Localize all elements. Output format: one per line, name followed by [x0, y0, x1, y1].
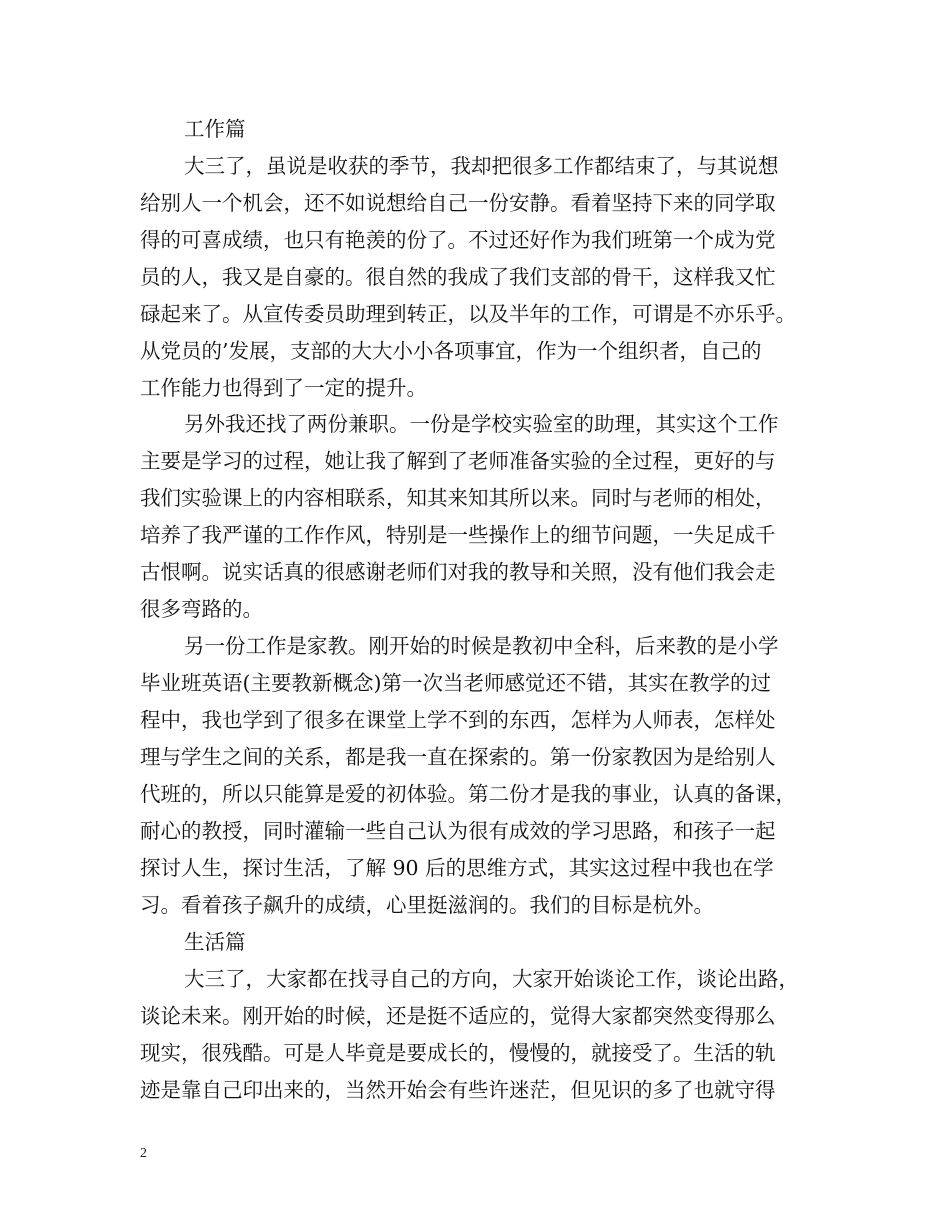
paragraph-line: 员的人，我又是自豪的。很自然的我成了我们支部的骨干，这样我又忙: [140, 265, 776, 289]
paragraph-line: 现实，很残酷。可是人毕竟是要成长的，慢慢的，就接受了。生活的轨: [140, 1041, 776, 1065]
paragraph-line: 给别人一个机会，还不如说想给自己一份安静。看着坚持下来的同学取: [140, 191, 776, 215]
paragraph-line: 代班的，所以只能算是爱的初体验。第二份才是我的事业，认真的备课，: [140, 782, 796, 806]
paragraph-line: 耐心的教授，同时灌输一些自己认为很有成效的学习思路，和孩子一起: [140, 819, 776, 843]
paragraph-line: 碌起来了。从宣传委员助理到转正，以及半年的工作，可谓是不亦乐乎。: [140, 302, 796, 326]
paragraph-line: 我们实验课上的内容相联系，知其来知其所以来。同时与老师的相处，: [140, 486, 776, 510]
paragraph-line: 迹是靠自己印出来的，当然开始会有些许迷茫，但见识的多了也就守得: [140, 1078, 776, 1102]
paragraph-line: 理与学生之间的关系，都是我一直在探索的。第一份家教因为是给别人: [140, 745, 776, 769]
paragraph-line: 主要是学习的过程，她让我了解到了老师准备实验的全过程，更好的与: [140, 449, 776, 473]
section-heading-life: 生活篇: [184, 930, 246, 954]
paragraph-line: 习。看着孩子飙升的成绩，心里挺滋润的。我们的目标是杭外。: [140, 893, 714, 917]
paragraph-line: 大三了，大家都在找寻自己的方向，大家开始谈论工作，谈论出路，: [184, 967, 799, 991]
paragraph-line: 另外我还找了两份兼职。一份是学校实验室的助理，其实这个工作: [184, 412, 779, 436]
paragraph-line: 另一份工作是家教。刚开始的时候是教初中全科，后来教的是小学: [184, 634, 779, 658]
paragraph-line: 大三了，虽说是收获的季节，我却把很多工作都结束了，与其说想: [184, 154, 779, 178]
paragraph-line: 探讨人生，探讨生活，了解 90 后的思维方式，其实这过程中我也在学: [140, 856, 774, 880]
paragraph-line: 古恨啊。说实话真的很感谢老师们对我的教导和关照，没有他们我会走: [140, 560, 776, 584]
section-heading-work: 工作篇: [184, 117, 246, 141]
paragraph-line: 得的可喜成绩，也只有艳羡的份了。不过还好作为我们班第一个成为党: [140, 228, 776, 252]
paragraph-line: 工作能力也得到了一定的提升。: [140, 376, 427, 400]
paragraph-line: 谈论未来。刚开始的时候，还是挺不适应的，觉得大家都突然变得那么: [140, 1004, 776, 1028]
page-number: 2: [140, 1146, 147, 1161]
paragraph-line: 从党员的’发展，支部的大大小小各项事宜，作为一个组织者，自己的: [140, 339, 762, 363]
paragraph-line: 很多弯路的。: [140, 597, 263, 621]
paragraph-line: 程中，我也学到了很多在课堂上学不到的东西，怎样为人师表，怎样处: [140, 708, 776, 732]
paragraph-line: 培养了我严谨的工作作风，特别是一些操作上的细节问题，一失足成千: [140, 523, 776, 547]
paragraph-line: 毕业班英语(主要教新概念)第一次当老师感觉还不错，其实在教学的过: [140, 671, 771, 695]
